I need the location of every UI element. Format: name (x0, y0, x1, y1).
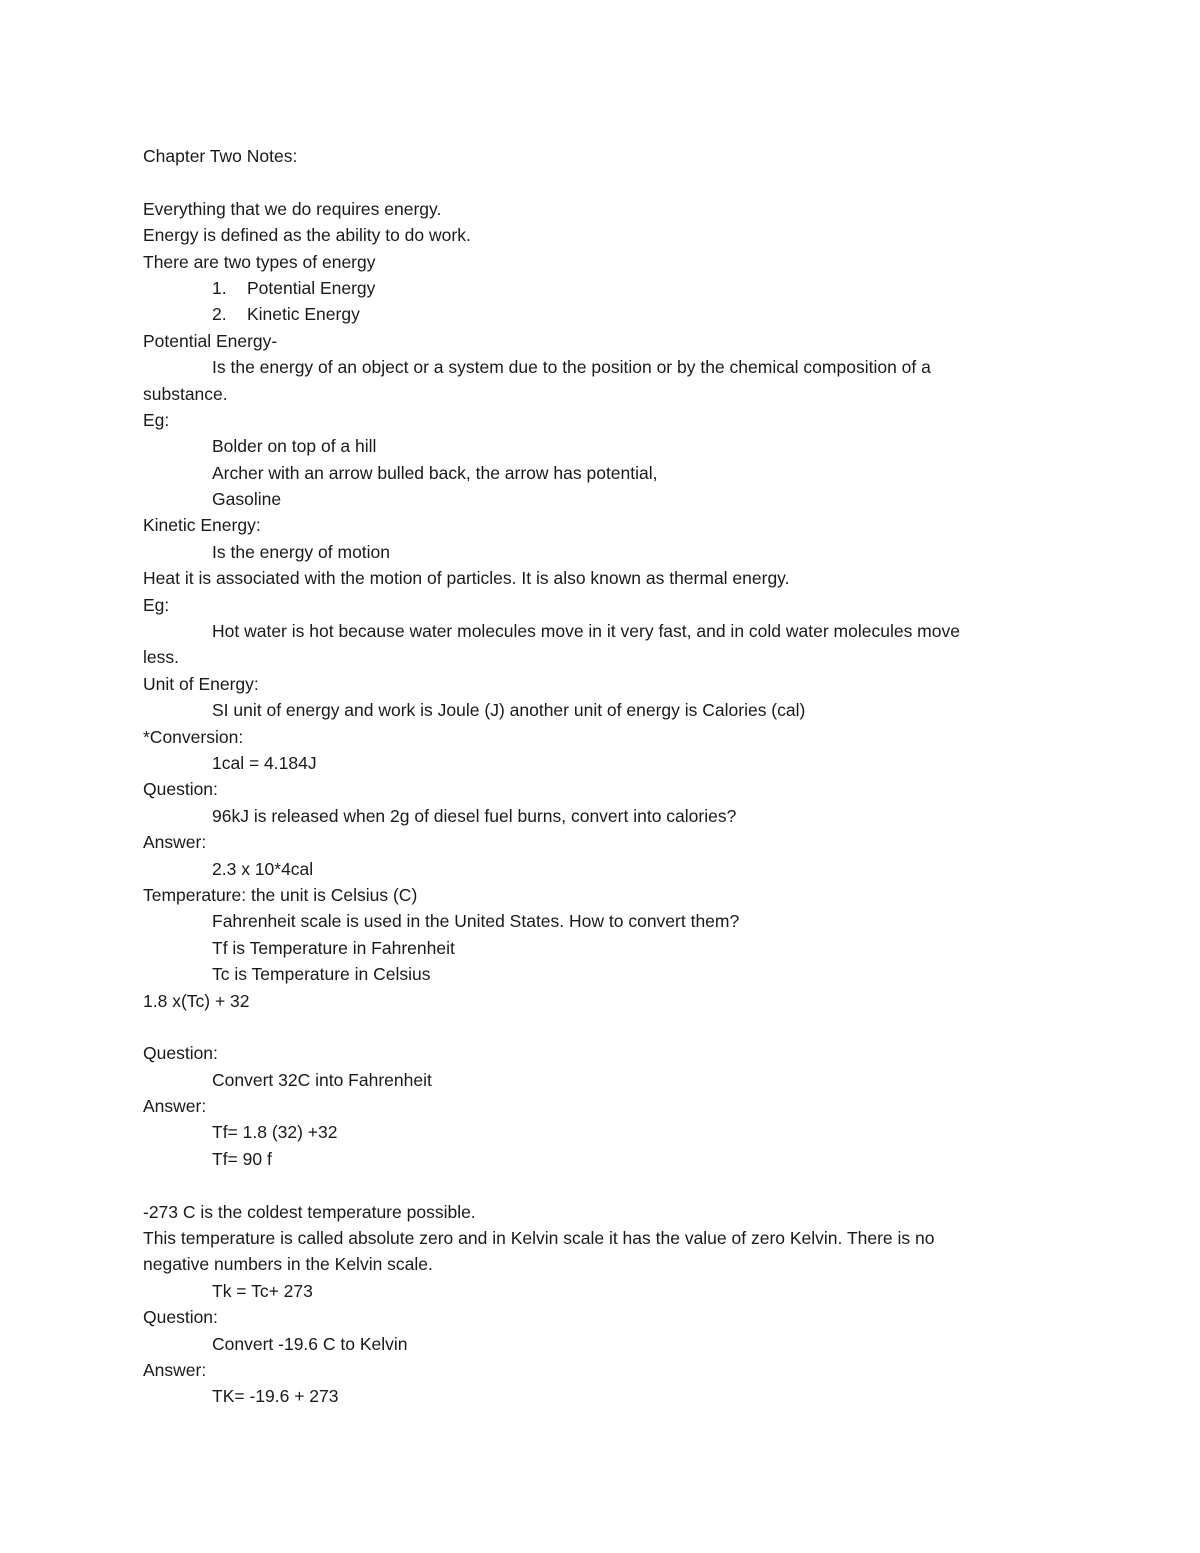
list-label: Potential Energy (247, 277, 376, 298)
document-body (143, 143, 1073, 1410)
answer-label: Answer: (143, 1359, 207, 1380)
body-line: -273 C is the coldest temperature possible. (143, 1201, 476, 1222)
body-line: This temperature is called absolute zero and in Kelvin scale it has the value of zero Kelvin. There is no (143, 1228, 935, 1249)
example-line: Bolder on top of a hill (212, 436, 377, 457)
intro-line: Everything that we do requires energy. (143, 198, 442, 219)
spacer (143, 1172, 1073, 1198)
answer-label: Answer: (143, 832, 207, 853)
intro-line: There are two types of energy (143, 251, 376, 272)
body-line: Tc is Temperature in Celsius (212, 964, 431, 985)
section-heading: Kinetic Energy: (143, 515, 261, 536)
section-heading: *Conversion: (143, 726, 244, 747)
section-heading: Potential Energy- (143, 330, 278, 351)
answer-label: Answer: (143, 1096, 207, 1117)
section-heading: Unit of Energy: (143, 673, 259, 694)
body-line: Tf is Temperature in Fahrenheit (212, 937, 455, 958)
answer-text: Tf= 1.8 (32) +32 (212, 1122, 338, 1143)
body-line: SI unit of energy and work is Joule (J) another unit of energy is Calories (cal) (212, 700, 806, 721)
list-label: Kinetic Energy (247, 304, 360, 325)
question-text: 96kJ is released when 2g of diesel fuel burns, convert into calories? (212, 805, 737, 826)
example-label: Eg: (143, 594, 170, 615)
question-label: Question: (143, 1307, 218, 1328)
body-line: Fahrenheit scale is used in the United States. How to convert them? (212, 911, 740, 932)
formula-line: 1.8 x(Tc) + 32 (143, 990, 250, 1011)
answer-text: Tf= 90 f (212, 1148, 272, 1169)
definition-line: Is the energy of motion (212, 541, 391, 562)
list-number: 2. (212, 304, 227, 325)
list-item (143, 301, 1073, 327)
question-label: Question: (143, 1043, 218, 1064)
list-item (143, 275, 1073, 301)
list-number: 1. (212, 277, 227, 298)
spacer (143, 1014, 1073, 1040)
answer-text: TK= -19.6 + 273 (212, 1386, 339, 1407)
body-line: negative numbers in the Kelvin scale. (143, 1254, 433, 1275)
formula-line: Tk = Tc+ 273 (212, 1280, 313, 1301)
example-line: Gasoline (212, 489, 282, 510)
intro-line: Energy is defined as the ability to do work. (143, 225, 471, 246)
definition-line: Is the energy of an object or a system due to the position or by the chemical composition of a (212, 357, 931, 378)
example-label: Eg: (143, 409, 170, 430)
body-line: Heat it is associated with the motion of particles. It is also known as thermal energy. (143, 568, 790, 589)
section-heading: Temperature: the unit is Celsius (C) (143, 884, 418, 905)
page-title: Chapter Two Notes: (143, 146, 298, 166)
question-label: Question: (143, 779, 218, 800)
example-line: less. (143, 647, 179, 668)
question-text: Convert 32C into Fahrenheit (212, 1069, 432, 1090)
example-line: Hot water is hot because water molecules move in it very fast, and in cold water molecules move (212, 621, 960, 642)
answer-text: 2.3 x 10*4cal (212, 858, 314, 879)
spacer (143, 169, 1073, 195)
question-text: Convert -19.6 C to Kelvin (212, 1333, 408, 1354)
formula-line: 1cal = 4.184J (212, 752, 317, 773)
example-line: Archer with an arrow bulled back, the arrow has potential, (212, 462, 658, 483)
definition-line: substance. (143, 383, 228, 404)
